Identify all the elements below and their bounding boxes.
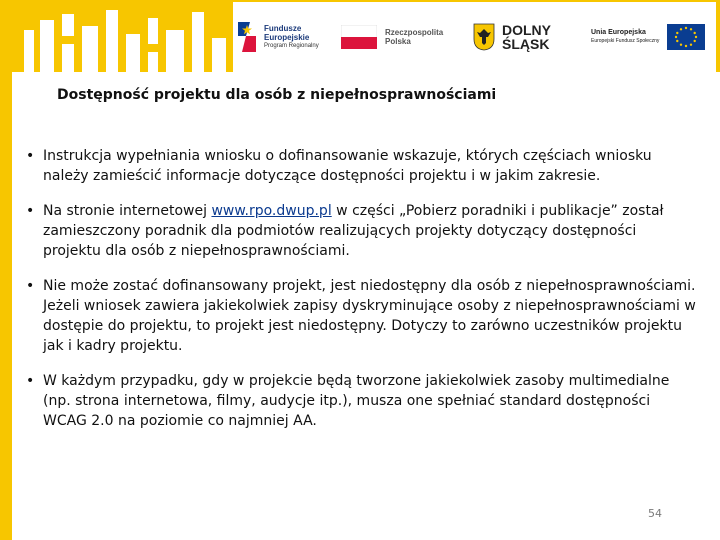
fe-star-icon [236,20,258,54]
decor-block [148,18,158,44]
page-number: 54 [648,507,662,520]
pl-logo-line2: Polska [385,37,411,46]
bullet-text: W każdym przypadku, gdy w projekcie będą tworzone jakiekolwiek zasoby multimedialne (np. strona internetowa, filmy, audycje itp.), musza one spełniać standard dostępności WCAG 2.0 na poziomie co najmniej AA. [43,373,670,429]
bullet-list [24,146,696,446]
ue-logo-line2: Europejski Fundusz Społeczny [591,38,660,44]
bullet-item [24,371,696,431]
decor-block [62,14,74,36]
decor-block [82,26,98,72]
fe-logo-line3: Program Regionalny [264,42,319,49]
decor-block [62,44,74,72]
bullet-item [24,276,696,356]
bullet-icon: • [26,278,35,294]
eagle-crest-icon [473,23,495,51]
bullet-icon: • [26,148,35,164]
pl-logo-line1: Rzeczpospolita [385,28,444,37]
bullet-item [24,146,696,186]
decor-block [24,30,34,72]
header-band [0,0,720,72]
bullet-text: Instrukcja wypełniania wniosku o dofinansowanie wskazuje, których częściach wniosku należy zamieścić informacje dotyczące dostępności projektu i w jakim zakresie. [43,148,652,184]
ue-logo-text [591,28,659,46]
bullet-text: Nie może zostać dofinansowany projekt, jest niedostępny dla osób z niepełnosprawnościami. Jeżeli wniosek zawiera jakiekolwiek zapisy dyskryminujące osoby z niepełnosprawnościami w dostępie do projektu, to projekt jest niedostępny. Dotyczy to zarówno uczestników projektu jak i kadry projektu. [43,278,696,354]
decor-block [192,12,204,72]
bullet-icon: • [26,203,35,219]
logo-fundusze-europejskie [236,2,319,72]
pl-logo-text [385,28,443,46]
fe-logo-line2: Europejskie [264,32,310,42]
decor-block [166,30,184,72]
logo-dolny-slask [473,2,551,72]
fe-logo-text [264,24,319,51]
ue-logo-line1: Unia Europejska [591,29,646,36]
bullet-icon: • [26,373,35,389]
ds-logo-text [502,23,551,51]
left-accent-band [0,0,12,540]
fe-logo-line1: Fundusze [264,23,302,33]
ds-logo-line1: DOLNY [502,22,551,38]
decor-block [148,52,158,72]
website-link[interactable]: www.rpo.dwup.pl [211,203,332,219]
bullet-text-after: w części „Pobierz poradniki i publikacje” został zamieszczony poradnik dla podmiotów realizujących projekty dotyczący dostępności projektu dla osób z niepełnosprawnościami. [43,203,664,259]
slide-title: Dostępność projektu dla osób z niepełnosprawnościami [57,87,497,103]
decor-block [126,34,140,72]
logo-rzeczpospolita-polska [341,2,443,72]
bullet-text-before: Na stronie internetowej [43,203,212,219]
logo-strip [233,2,716,72]
polish-flag-icon [341,25,377,49]
ds-logo-line2: ŚLĄSK [502,36,550,52]
bullet-item [24,201,696,261]
decor-block [40,20,54,72]
logo-unia-europejska [591,2,705,72]
decor-block [212,38,226,72]
decor-block [106,10,118,72]
eu-flag-icon [667,24,705,50]
